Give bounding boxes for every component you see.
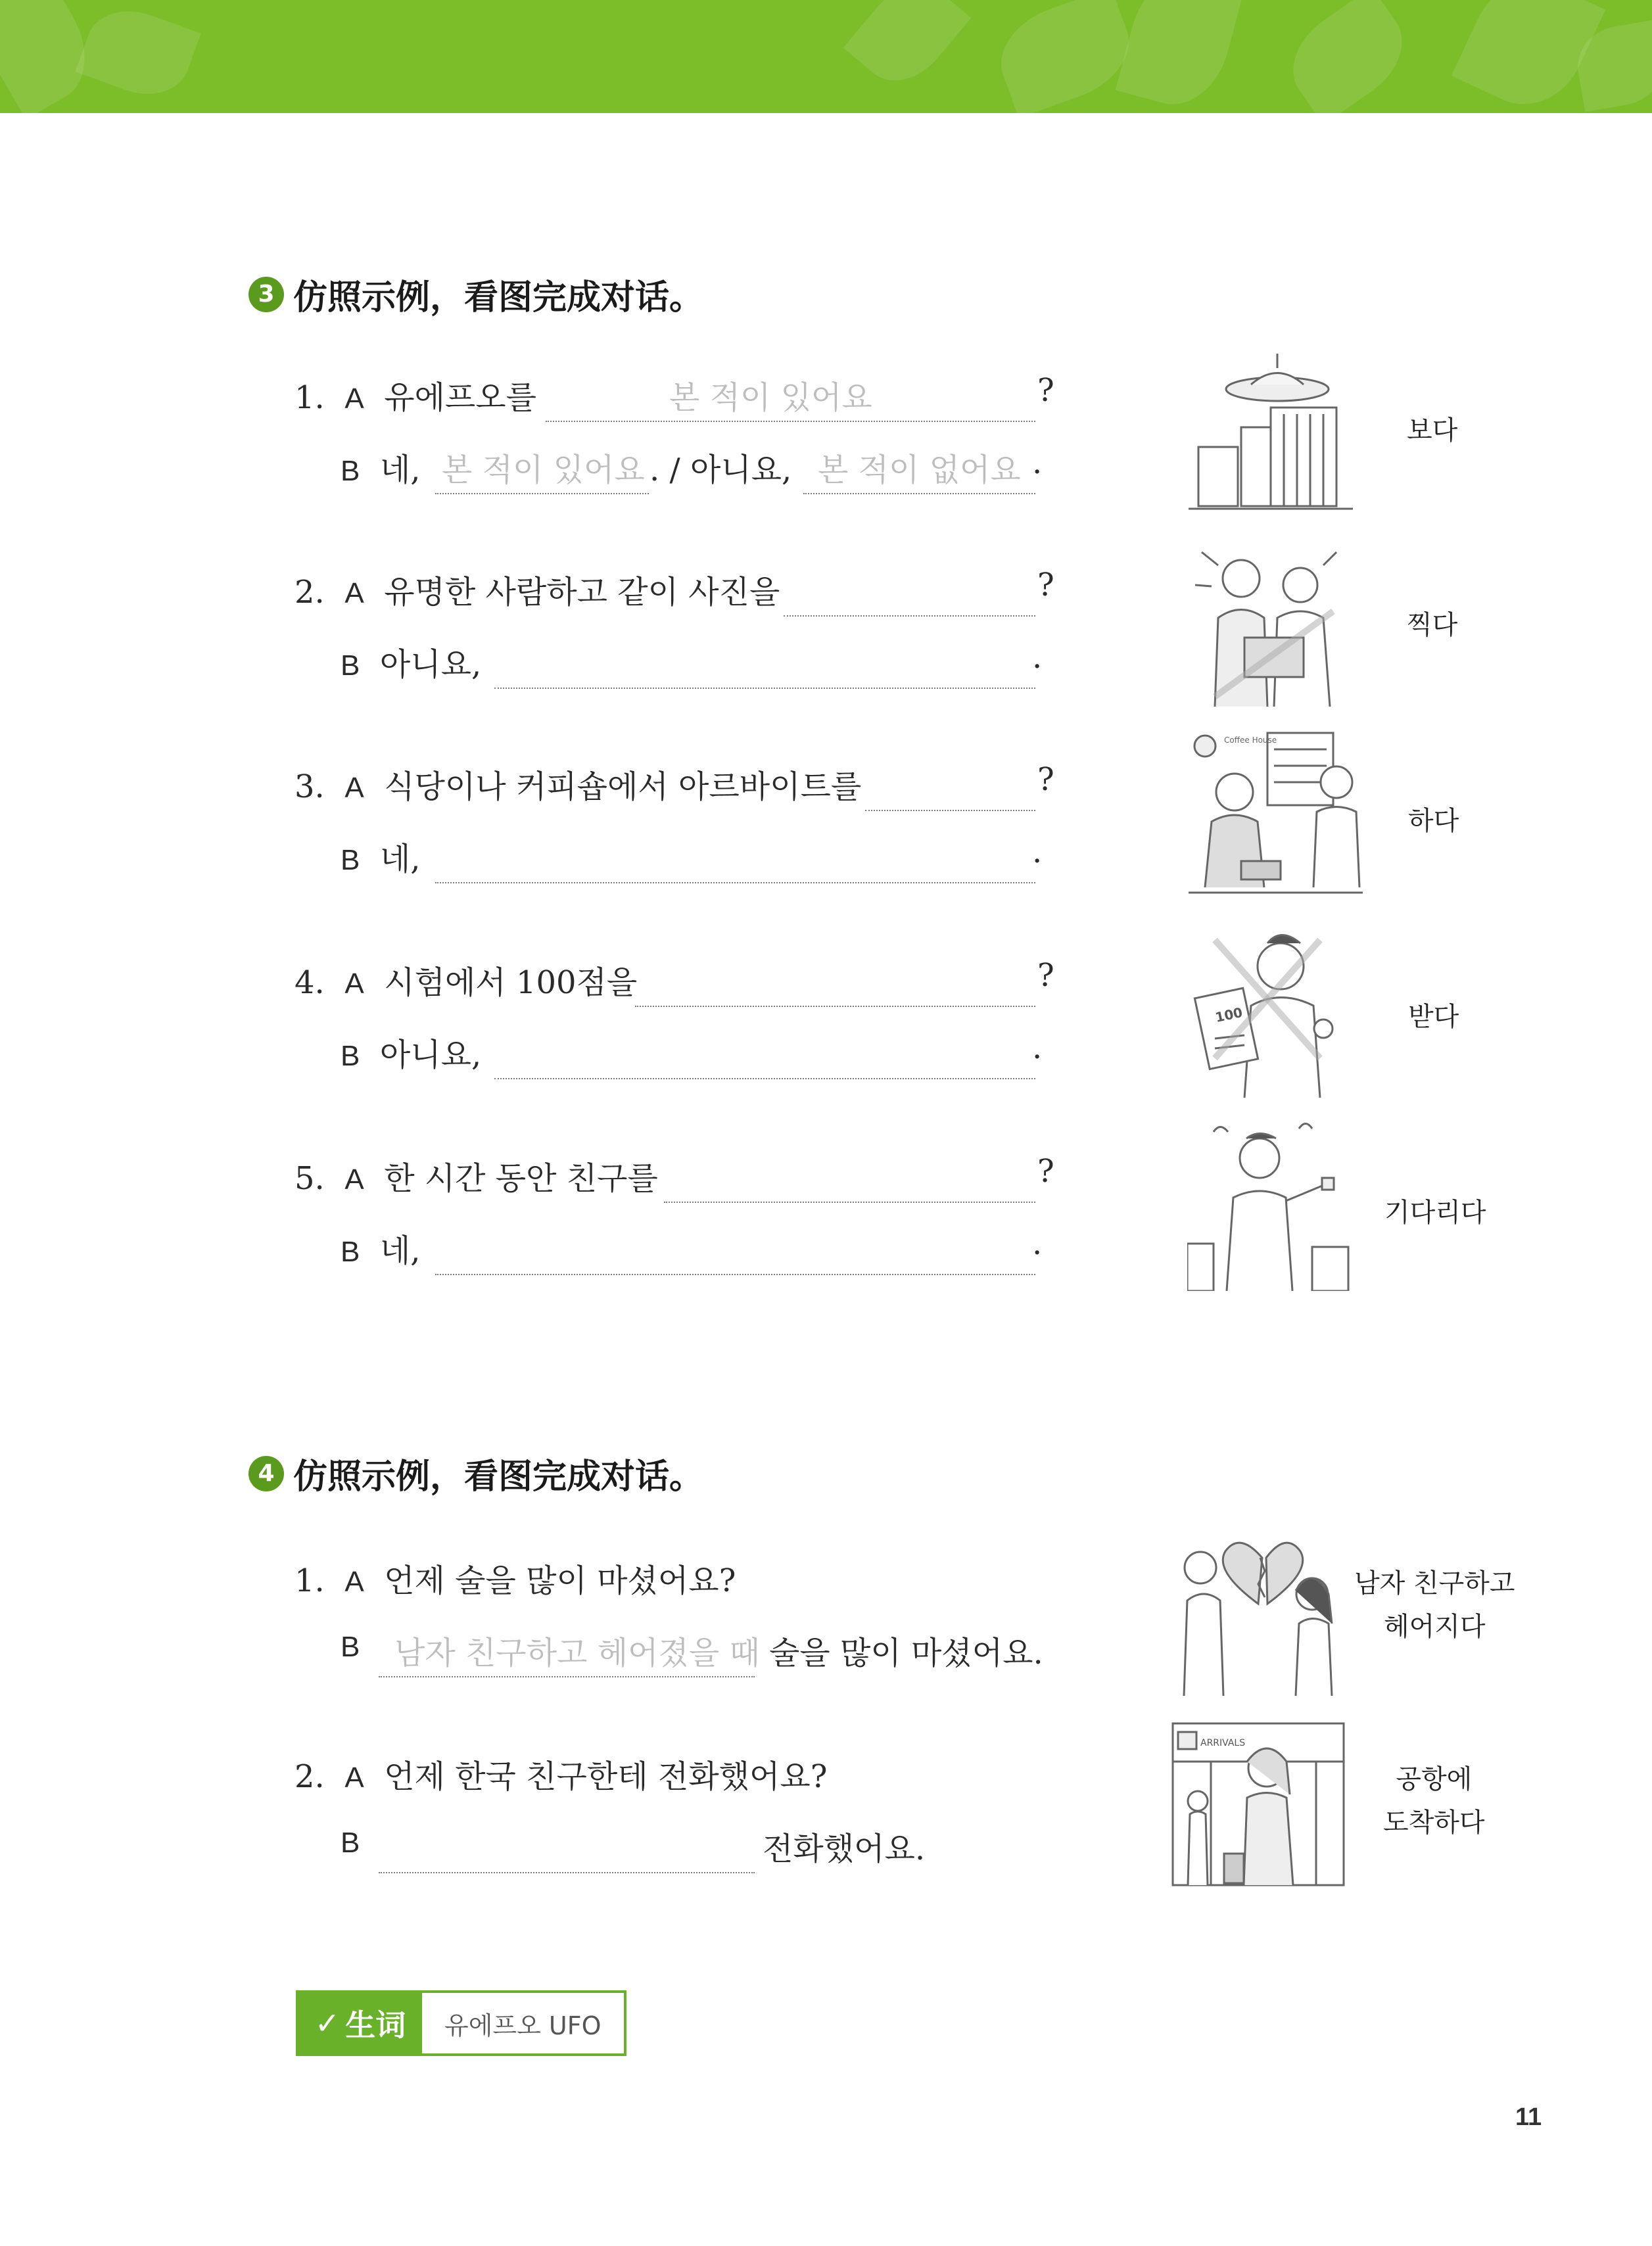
section-3-title (248, 269, 703, 319)
question-line-a (295, 567, 780, 612)
question-text: 한 시간 동안 친구를 (384, 1160, 658, 1197)
answer-blank[interactable] (865, 769, 1035, 811)
item-number: 1. (295, 379, 325, 416)
answer-blank[interactable] (494, 647, 1035, 689)
question-mark: ? (1037, 957, 1054, 994)
answer-blank[interactable] (664, 1161, 1035, 1203)
speaker-a: A (344, 772, 364, 804)
section-instruction: 仿照示例，看图完成对话。 (293, 1457, 704, 1497)
sample-answer: 남자 친구하고 헤어졌을 때 (394, 1635, 760, 1672)
hint-verb-line: 공항에 (1396, 1764, 1473, 1794)
breakup-illustration (1174, 1532, 1350, 1696)
hint-verb (1354, 1562, 1515, 1649)
period: . (1032, 1225, 1043, 1262)
speaker-a: A (344, 1566, 364, 1598)
section-number-badge: 4 (248, 1456, 284, 1491)
question-line-a (295, 957, 637, 1002)
item-number: 3. (295, 768, 325, 805)
speaker-a: A (344, 1762, 364, 1794)
question-line-a (295, 1153, 658, 1198)
answer-mid-text: . / 아니요, (649, 452, 792, 488)
answer-line-b (341, 1823, 360, 1860)
hint-verb: 보다 (1407, 415, 1458, 446)
vocabulary-entry: 유에프오 UFO (422, 1993, 624, 2053)
check-icon: ✓ (314, 2005, 341, 2041)
question-mark: ? (1037, 372, 1054, 409)
answer-blank[interactable] (784, 574, 1035, 617)
period: . (1032, 444, 1043, 481)
speaker-a: A (344, 577, 364, 609)
speaker-a: A (344, 968, 364, 1000)
speaker-a: A (344, 383, 364, 415)
question-text: 식당이나 커피숍에서 아르바이트를 (384, 768, 862, 805)
answer-blank[interactable] (435, 1233, 1035, 1275)
answer-line-b (341, 1627, 360, 1664)
answer-line-b (341, 444, 421, 490)
exam-score-illustration (1189, 927, 1353, 1098)
question-mark: ? (1037, 567, 1054, 603)
item-number: 2. (295, 1758, 325, 1795)
answer-line-b (341, 639, 481, 684)
header-banner (0, 0, 1652, 113)
page-number: 11 (1515, 2103, 1542, 2131)
ufo-over-city-illustration (1189, 348, 1353, 513)
photo-with-celebrity-illustration (1189, 539, 1353, 707)
speaker-b: B (341, 844, 360, 876)
item-number: 4. (295, 964, 325, 1001)
coffee-shop-job-illustration (1189, 730, 1363, 901)
item-number: 5. (295, 1160, 325, 1197)
question-text: 유명한 사람하고 같이 사진을 (384, 574, 780, 611)
vocabulary-header (298, 1993, 422, 2053)
answer-prefix: 아니요, (379, 1037, 482, 1073)
answer-blank[interactable] (635, 965, 1035, 1007)
period: . (1032, 639, 1043, 676)
hint-verb-line: 남자 친구하고 (1354, 1568, 1515, 1599)
coffee-sign-text: Coffee House (1224, 736, 1277, 745)
item-number: 1. (295, 1562, 325, 1599)
answer-blank[interactable] (494, 1037, 1035, 1079)
speaker-b: B (341, 1631, 360, 1663)
hint-verb-line: 헤어지다 (1384, 1612, 1486, 1642)
speaker-b: B (341, 1236, 360, 1268)
speaker-a: A (344, 1163, 364, 1196)
answer-prefix: 네, (379, 841, 421, 877)
sample-answer: 본 적이 있어요 (669, 379, 872, 416)
exam-score-text: 100 (1214, 1004, 1244, 1026)
airport-arrival-illustration (1171, 1722, 1345, 1886)
question-text: 유에프오를 (384, 379, 537, 416)
answer-prefix: 네, (379, 1232, 421, 1269)
hint-verb: 기다리다 (1384, 1198, 1486, 1228)
sample-answer: 본 적이 있어요 (442, 452, 645, 488)
answer-line-b (341, 1029, 481, 1075)
speaker-b: B (341, 455, 360, 487)
answer-line-b (341, 1225, 421, 1271)
question-line-a (295, 372, 536, 417)
question-line-a (295, 1751, 827, 1796)
speaker-b: B (341, 1040, 360, 1072)
period: . (1032, 1029, 1043, 1066)
question-mark: ? (1037, 1153, 1054, 1190)
hint-verb: 하다 (1408, 806, 1459, 836)
hint-verb (1383, 1758, 1485, 1844)
period: . (1032, 833, 1043, 870)
speaker-b: B (341, 649, 360, 682)
item-number: 2. (295, 574, 325, 611)
question-text: 언제 한국 친구한테 전화했어요? (384, 1758, 828, 1795)
answer-blank[interactable] (379, 1831, 755, 1873)
section-instruction: 仿照示例，看图完成对话。 (293, 278, 704, 317)
waiting-for-friend-illustration (1187, 1119, 1357, 1291)
hint-verb: 받다 (1408, 1002, 1459, 1032)
speaker-b: B (341, 1827, 360, 1859)
answer-line-b (341, 833, 421, 879)
section-4-title (248, 1449, 703, 1498)
answer-prefix: 아니요, (379, 646, 482, 683)
hint-verb: 찍다 (1407, 610, 1458, 640)
airport-sign-text: ARRIVALS (1200, 1738, 1246, 1748)
vocabulary-box (296, 1990, 626, 2056)
vocabulary-label: 生词 (345, 2007, 406, 2043)
sample-answer: 본 적이 없어요 (818, 452, 1021, 488)
answer-blank[interactable] (435, 841, 1035, 883)
answer-suffix: 전화했어요. (763, 1831, 926, 1867)
question-text: 시험에서 100점을 (384, 964, 638, 1001)
question-text: 언제 술을 많이 마셨어요? (384, 1562, 736, 1599)
answer-prefix: 네, (379, 452, 421, 488)
hint-verb-line: 도착하다 (1383, 1808, 1485, 1838)
question-mark: ? (1037, 761, 1054, 798)
answer-suffix: 술을 많이 마셨어요. (769, 1635, 1043, 1672)
question-line-a (295, 1555, 736, 1601)
question-line-a (295, 761, 861, 807)
section-number-badge: 3 (248, 277, 284, 312)
